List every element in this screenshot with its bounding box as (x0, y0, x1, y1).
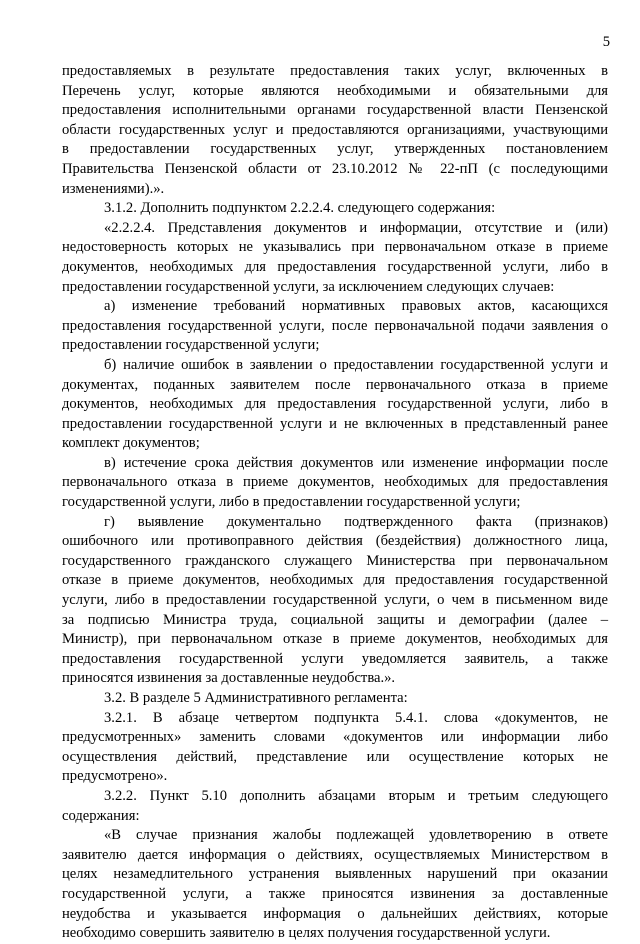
text-line: осуществления действий, представление или осуществление которых не (62, 748, 608, 765)
text-line: Министр), при первоначальном отказе в приеме документов, необходимых для (62, 631, 608, 648)
text-line: а) изменение требований нормативных правовых актов, касающихся (104, 298, 608, 315)
text-line: в предоставлении государственных услуг, утвержденных постановлением (62, 141, 608, 158)
text-line: предоставления государственной услуги, после первоначальной подачи заявления о (62, 317, 608, 334)
text-line: предоставляемых в результате предоставления таких услуг, включенных в (62, 63, 608, 79)
text-line: предусмотрено». (62, 768, 168, 785)
text-line: целях незамедлительного устранения выявленных нарушений при оказании (62, 866, 608, 883)
text-line: 3.2.2. Пункт 5.10 дополнить абзацами вторым и третьим следующего (104, 787, 608, 804)
text-line: 3.2. В разделе 5 Административного регламента: (104, 690, 408, 706)
page-number: 5 (602, 34, 610, 50)
text-line: услуги, либо в предоставлении государственной услуги, о чем в письменном виде (62, 592, 608, 609)
text-line: г) выявление документально подтвержденного факта (признаков) (104, 513, 608, 530)
text-line: необходимо совершить заявителю в целях получения государственной услуги. (62, 925, 551, 942)
text-line: заявителю дается информация о действиях, осуществляемых Министерством в (62, 846, 608, 863)
text-line: б) наличие ошибок в заявлении о предоставлении государственной услуги и (104, 356, 608, 373)
text-line: Правительства Пензенской области от 23.10.2012 № 22-пП (с последующими (62, 160, 608, 177)
text-line: первоначального отказа в приеме документов, необходимых для предоставления (62, 474, 608, 491)
text-line: области государственных услуг и предоставляются организациями, участвующими (62, 121, 608, 138)
text-line: ошибочного или противоправного действия (бездействия) должностного лица, (62, 533, 608, 550)
text-line: комплект документов; (62, 435, 200, 452)
text-line: государственной услуги, либо в предоставлении государственной услуги; (62, 494, 521, 511)
text-line: «2.2.2.4. Представления документов и информации, отсутствие и (или) (104, 219, 608, 236)
text-line: документов, необходимых для предоставления государственной услуги, либо в (62, 396, 608, 413)
text-line: «В случае признания жалобы подлежащей удовлетворению в ответе (104, 827, 608, 844)
text-line: недостоверность которых не указывались при первоначальном отказе в приеме (62, 239, 608, 256)
text-line: изменениями).». (62, 180, 165, 197)
text-line: предусмотренных» заменить словами «документов или информации либо (62, 729, 608, 746)
text-line: содержания: (62, 807, 140, 824)
text-line: отказе в приеме документов, необходимых для предоставления государственной (62, 572, 608, 589)
text-line: в) истечение срока действия документов или изменение информации после (104, 454, 608, 471)
text-line: государственной услуги, а также приносятся извинения за доставленные (62, 885, 608, 902)
text-line: предоставлении государственной услуги; (62, 337, 320, 354)
text-line: предоставлении государственной услуги и не включенных в представленный ранее (62, 415, 608, 432)
text-line: предоставления исполнительными органами государственной власти Пензенской (62, 102, 608, 119)
text-line: 3.1.2. Дополнить подпунктом 2.2.2.4. следующего содержания: (104, 200, 496, 217)
text-line: 3.2.1. В абзаце четвертом подпункта 5.4.1. слова «документов, не (104, 709, 608, 726)
text-line: неудобства и указывается информация о дальнейших действиях, которые (62, 905, 608, 922)
text-line: документах, поданных заявителем после первоначального отказа в приеме (62, 376, 608, 393)
text-line: государственного гражданского служащего Министерства при первоначальном (62, 552, 608, 569)
text-line: предоставлении государственной услуги, за исключением следующих случаев: (62, 278, 555, 295)
text-line: Перечень услуг, которые являются необходимыми и обязательными для (62, 82, 608, 99)
text-line: предоставления государственной услуги уведомляется заявитель, а также (62, 650, 608, 667)
text-line: приносятся извинения за доставленные неудобства.». (62, 670, 396, 687)
text-line: за подписью Министра труда, социальной защиты и демографии (далее – (62, 611, 608, 628)
document-body (62, 62, 608, 944)
text-line: документов, необходимых для предоставления государственной услуги, либо в (62, 258, 608, 275)
